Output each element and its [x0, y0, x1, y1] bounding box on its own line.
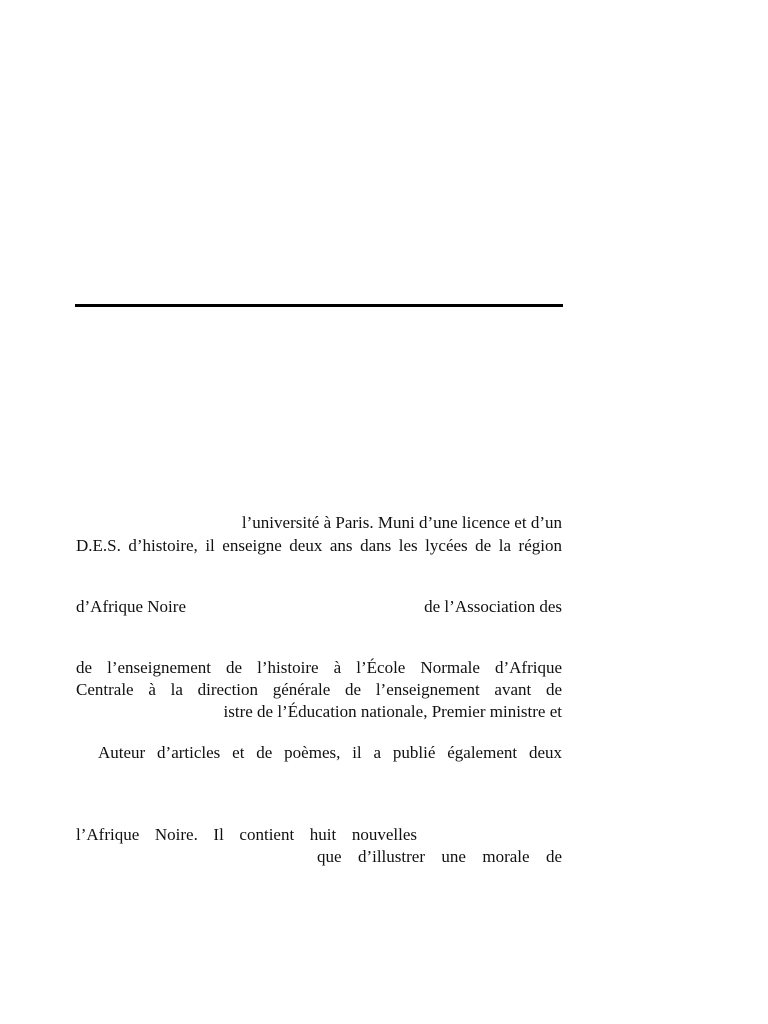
- text-line-7: istre de l’Éducation nationale, Premier ministre et: [223, 702, 562, 721]
- horizontal-rule: [75, 304, 563, 307]
- text-line-2: D.E.S. d’histoire, il enseigne deux ans dans les lycées de la région: [76, 536, 562, 555]
- text-line-10: que d’illustrer une morale de: [317, 847, 562, 866]
- text-line-4: de l’Association des: [424, 597, 562, 616]
- text-line-8: Auteur d’articles et de poèmes, il a publié également deux: [98, 743, 562, 762]
- text-line-1: l’université à Paris. Muni d’une licence et d’un: [241, 513, 562, 532]
- text-line-5: de l’enseignement de l’histoire à l’École Normale d’Afrique: [76, 658, 562, 677]
- text-line-6: Centrale à la direction générale de l’enseignement avant de: [76, 680, 562, 699]
- text-line-3: d’Afrique Noire: [76, 597, 186, 616]
- text-line-9: l’Afrique Noire. Il contient huit nouvelles: [76, 825, 417, 844]
